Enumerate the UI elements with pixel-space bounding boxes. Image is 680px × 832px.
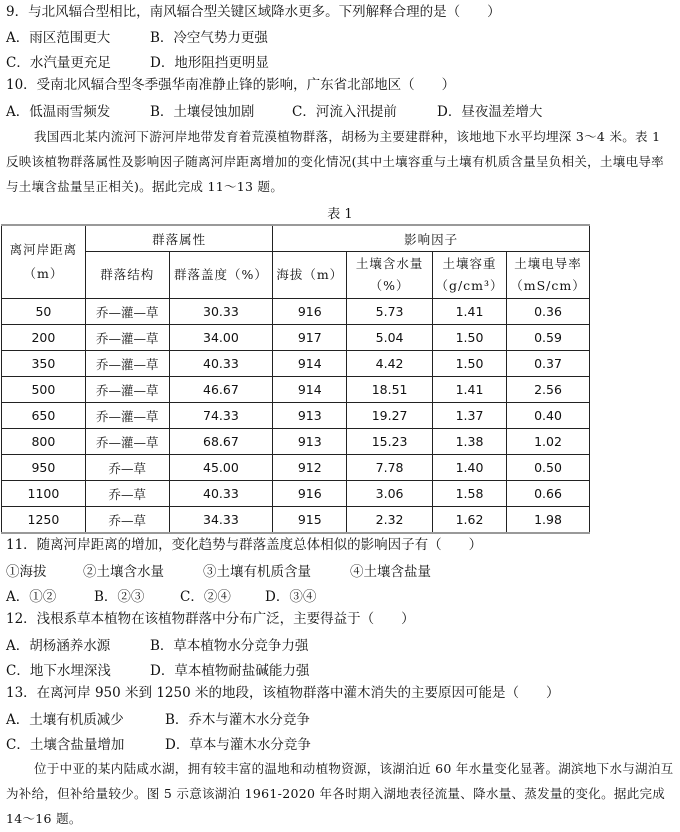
cell-structure: 乔—草 <box>85 507 169 534</box>
cell-density: 1.40 <box>433 455 507 481</box>
cell-structure: 乔—草 <box>85 455 169 481</box>
q10-option-a[interactable]: A．低温雨雪频发 <box>6 104 111 120</box>
table-row <box>2 481 590 507</box>
header-influencing-factors: 影响因子 <box>273 225 590 252</box>
table-row <box>2 429 590 455</box>
cell-coverage: 40.33 <box>169 481 273 507</box>
q9-option-b[interactable]: B．冷空气势力更强 <box>150 30 268 46</box>
q11-option-b[interactable]: B．②③ <box>94 589 145 605</box>
cell-coverage: 40.33 <box>169 351 273 377</box>
cell-conductivity: 0.36 <box>506 299 589 325</box>
cell-density: 1.50 <box>433 351 507 377</box>
passage-table-intro <box>6 124 674 199</box>
q10-option-b[interactable]: B．土壤侵蚀加剧 <box>150 104 255 120</box>
q11-option-a[interactable]: A．①② <box>6 589 57 605</box>
q12-option-c[interactable]: C．地下水埋深浅 <box>6 663 111 679</box>
table-row <box>2 403 590 429</box>
q13-option-d[interactable]: D．草本与灌木水分竞争 <box>165 737 311 753</box>
question-9-stem: 9．与北风辐合型相比，南风辐合型关键区域降水更多。下列解释合理的是（ ） <box>6 4 501 20</box>
cell-distance: 650 <box>2 403 86 429</box>
cell-density: 1.58 <box>433 481 507 507</box>
question-12-stem: 12．浅根系草本植物在该植物群落中分布广泛，主要得益于（ ） <box>6 611 415 627</box>
q13-option-a[interactable]: A．土壤有机质减少 <box>6 712 124 728</box>
table-row <box>2 325 590 351</box>
passage-lake-intro <box>6 756 674 831</box>
q11-item-4: ④土壤含盐量 <box>350 564 431 580</box>
cell-altitude: 916 <box>273 299 347 325</box>
cell-distance: 500 <box>2 377 86 403</box>
cell-coverage: 34.00 <box>169 325 273 351</box>
cell-density: 1.62 <box>433 507 507 534</box>
question-11-stem: 11．随离河岸距离的增加，变化趋势与群落盖度总体相似的影响因子有（ ） <box>6 537 483 553</box>
table-row <box>2 377 590 403</box>
cell-density: 1.38 <box>433 429 507 455</box>
header-density-unit: （g/cm³） <box>435 278 504 293</box>
cell-density: 1.41 <box>433 299 507 325</box>
cell-conductivity: 1.02 <box>506 429 589 455</box>
header-distance-label: 离河岸距离 <box>9 242 78 257</box>
q13-option-b[interactable]: B．乔木与灌木水分竞争 <box>165 712 310 728</box>
cell-structure: 乔—灌—草 <box>85 325 169 351</box>
table-row <box>2 299 590 325</box>
header-conductivity-label: 土壤电导率 <box>514 256 582 271</box>
cell-conductivity: 0.50 <box>506 455 589 481</box>
q11-option-d[interactable]: D．③④ <box>265 589 317 605</box>
cell-coverage: 45.00 <box>169 455 273 481</box>
cell-structure: 乔—灌—草 <box>85 403 169 429</box>
question-13-stem: 13．在离河岸 950 米到 1250 米的地段，该植物群落中灌木消失的主要原因可能是（ ） <box>6 685 560 701</box>
cell-moisture: 15.23 <box>347 429 433 455</box>
cell-moisture: 3.06 <box>347 481 433 507</box>
cell-moisture: 2.32 <box>347 507 433 534</box>
table-row <box>2 351 590 377</box>
cell-distance: 950 <box>2 455 86 481</box>
cell-density: 1.37 <box>433 403 507 429</box>
header-conductivity-unit: （mS/cm） <box>510 278 586 293</box>
cell-moisture: 7.78 <box>347 455 433 481</box>
cell-distance: 50 <box>2 299 86 325</box>
table-caption: 表 1 <box>327 207 353 222</box>
cell-coverage: 34.33 <box>169 507 273 534</box>
cell-conductivity: 2.56 <box>506 377 589 403</box>
cell-density: 1.50 <box>433 325 507 351</box>
q10-option-d[interactable]: D．昼夜温差增大 <box>437 104 543 120</box>
cell-distance: 1100 <box>2 481 86 507</box>
cell-moisture: 5.04 <box>347 325 433 351</box>
cell-altitude: 915 <box>273 507 347 534</box>
header-density <box>433 252 507 299</box>
cell-coverage: 46.67 <box>169 377 273 403</box>
cell-conductivity: 1.98 <box>506 507 589 534</box>
cell-conductivity: 0.37 <box>506 351 589 377</box>
header-moisture-label: 土壤含水量 <box>355 256 424 271</box>
q12-option-b[interactable]: B．草本植物水分竞争力强 <box>150 638 309 654</box>
q9-option-d[interactable]: D．地形阻挡更明显 <box>150 55 269 71</box>
q10-option-c[interactable]: C．河流入汛提前 <box>292 104 397 120</box>
cell-altitude: 916 <box>273 481 347 507</box>
cell-distance: 800 <box>2 429 86 455</box>
cell-altitude: 912 <box>273 455 347 481</box>
cell-distance: 1250 <box>2 507 86 534</box>
header-distance <box>2 225 86 299</box>
data-table <box>1 224 590 534</box>
question-10-stem: 10．受南北风辐合型冬季强华南准静止锋的影响，广东省北部地区（ ） <box>6 77 456 93</box>
cell-structure: 乔—草 <box>85 481 169 507</box>
cell-coverage: 68.67 <box>169 429 273 455</box>
header-conductivity <box>506 252 589 299</box>
cell-structure: 乔—灌—草 <box>85 299 169 325</box>
header-moisture-unit: （%） <box>369 278 410 293</box>
cell-altitude: 913 <box>273 429 347 455</box>
q9-option-c[interactable]: C．水汽量更充足 <box>6 55 111 71</box>
cell-structure: 乔—灌—草 <box>85 351 169 377</box>
cell-structure: 乔—灌—草 <box>85 429 169 455</box>
cell-moisture: 18.51 <box>347 377 433 403</box>
cell-distance: 200 <box>2 325 86 351</box>
header-structure: 群落结构 <box>85 252 169 299</box>
cell-altitude: 914 <box>273 351 347 377</box>
q11-option-c[interactable]: C．②④ <box>180 589 231 605</box>
cell-moisture: 19.27 <box>347 403 433 429</box>
q12-option-d[interactable]: D．草本植物耐盐碱能力强 <box>150 663 310 679</box>
passage-text: 我国西北某内流河下游河岸地带发育着荒漠植物群落，胡杨为主要建群种，该地地下水平均埋深 3～4 米。表 1 反映该植物群落属性及影响因子随离河岸距离增加的变化情况(其中土壤容重与土壤有机质含量呈负相关，土壤电导率与土壤含盐量呈正相关)。据此完成 11～13 题。 <box>6 129 664 194</box>
header-coverage: 群落盖度（%） <box>169 252 273 299</box>
cell-altitude: 917 <box>273 325 347 351</box>
q9-option-a[interactable]: A．雨区范围更大 <box>6 30 111 46</box>
cell-moisture: 5.73 <box>347 299 433 325</box>
cell-density: 1.41 <box>433 377 507 403</box>
cell-coverage: 74.33 <box>169 403 273 429</box>
cell-structure: 乔—灌—草 <box>85 377 169 403</box>
header-density-label: 土壤容重 <box>442 256 497 271</box>
passage-text: 位于中亚的某内陆咸水湖，拥有较丰富的温地和动植物资源，该湖泊近 60 年水量变化显著。湖滨地下水与湖泊互为补给，但补给量较少。图 5 示意该湖泊 1961-2020 年各时期入湖地表径流量、降水量、蒸发量的变化。据此完成 14～16 题。 <box>6 761 674 826</box>
table-row <box>2 507 590 534</box>
header-community-attributes: 群落属性 <box>85 225 272 252</box>
header-distance-unit: （m） <box>23 266 64 281</box>
cell-conductivity: 0.40 <box>506 403 589 429</box>
header-moisture <box>347 252 433 299</box>
header-altitude: 海拔（m） <box>273 252 347 299</box>
table-row <box>2 455 590 481</box>
q12-option-a[interactable]: A．胡杨涵养水源 <box>6 638 111 654</box>
cell-distance: 350 <box>2 351 86 377</box>
q13-option-c[interactable]: C．土壤含盐量增加 <box>6 737 125 753</box>
cell-moisture: 4.42 <box>347 351 433 377</box>
q11-item-2: ②土壤含水量 <box>83 564 164 580</box>
cell-coverage: 30.33 <box>169 299 273 325</box>
cell-conductivity: 0.59 <box>506 325 589 351</box>
cell-altitude: 913 <box>273 403 347 429</box>
q11-item-1: ①海拔 <box>6 564 47 580</box>
q11-item-3: ③土壤有机质含量 <box>203 564 311 580</box>
cell-altitude: 914 <box>273 377 347 403</box>
cell-conductivity: 0.66 <box>506 481 589 507</box>
